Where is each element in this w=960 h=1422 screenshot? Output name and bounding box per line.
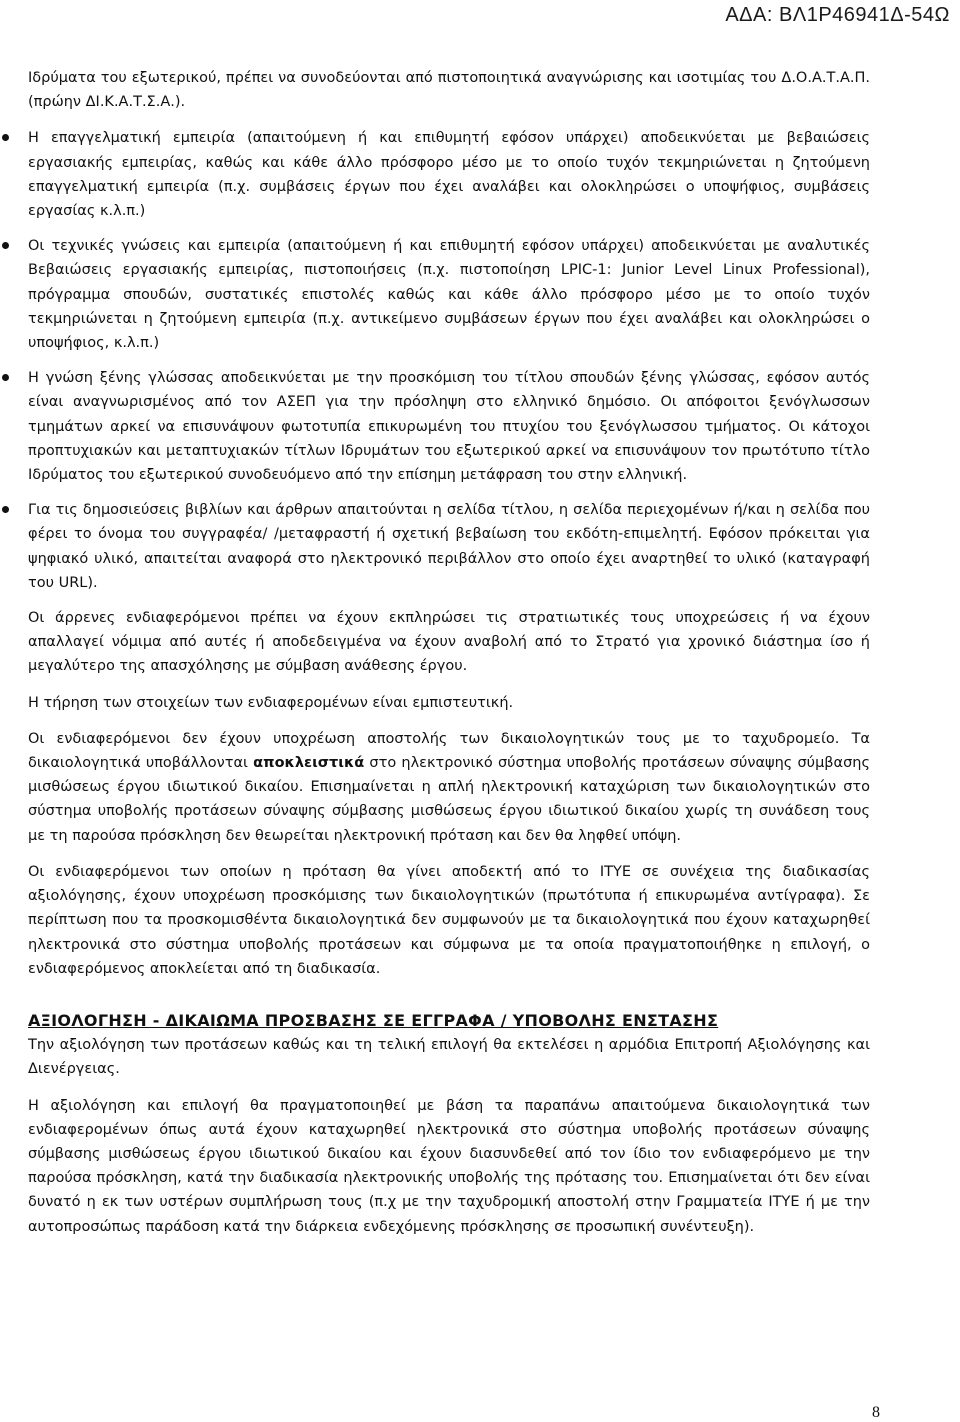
list-item xyxy=(28,366,870,487)
list-item-text: Οι τεχνικές γνώσεις και εμπειρία (απαιτούμενη ή και επιθυμητή εφόσον υπάρχει) αποδεικνύεται με αναλυτικές Βεβαιώσεις εργασιακής εμπειρίας, πιστοποιήσεις (π.χ. πιστοποίηση LPIC-1: Junior Level Linux Professional), πρόγραμμα σπουδών, συστατικές επιστολές καθώς και κάθε άλλο πρόσφορο μέσο με το οποίο τυχόν τεκμηριώνεται η ζητούμενη εμπειρία (π.χ. αντικείμενο συμβάσεων έργων που έχει αναλάβει και ολοκληρώσει ο υποψήφιος, κ.λ.π.) xyxy=(28,238,870,352)
page-number: 8 xyxy=(872,1404,880,1421)
section-heading: ΑΞΙΟΛΟΓΗΣΗ - ΔΙΚΑΙΩΜΑ ΠΡΟΣΒΑΣΗΣ ΣΕ ΕΓΓΡΑΦΑ / ΥΠΟΒΟΛΗΣ ΕΝΣΤΑΣΗΣ xyxy=(28,1010,719,1030)
bullet-icon xyxy=(2,374,9,381)
bullet-icon xyxy=(2,242,9,249)
submission-text-end: στο ηλεκτρονικό σύστημα υποβολής προτάσεων σύναψης σύμβασης μισθώσεως έργου ιδιωτικού δικαίου. Επισημαίνεται η απλή ηλεκτρονική καταχώριση των δικαιολογητικών στο σύστημα υποβολής προτάσεων σύναψης σύμβασης μισθώσεως έργου ιδιωτικού δικαίου χωρίς τη συνάδεση τους με τη παρούσα πρόσκληση δεν θεωρείται ηλεκτρονική πρόταση και δεν θα ληφθεί υπόψη. xyxy=(28,755,870,844)
submission-text-start: Οι ενδιαφερόμενοι δεν έχουν υποχρέωση αποστολής των δικαιολογητικών τους με το ταχυδρομείο. Τα δικαιολογητικά υποβάλλονται xyxy=(28,730,870,772)
list-item-text: Η επαγγελματική εμπειρία (απαιτούμενη ή και επιθυμητή εφόσον υπάρχει) αποδεικνύεται με βεβαιώσεις εργασιακής εμπειρίας, καθώς και κάθε άλλο πρόσφορο μέσο με το οποίο τυχόν τεκμηριώνεται η ζητούμενη επαγγελματική εμπειρία (π.χ. συμβάσεις έργων που έχει αναλάβει και ολοκληρώσει ο υποψήφιος, συμβάσεις εργασίας κ.λ.π.) xyxy=(28,130,870,220)
document-body xyxy=(28,66,870,1251)
military-paragraph: Οι άρρενες ενδιαφερόμενοι πρέπει να έχουν εκπληρώσει τις στρατιωτικές τους υποχρεώσεις ή να έχουν απαλλαγεί νόμιμα από αυτές ή αποδεδειγμένα να έχουν αναβολή από το Στρατό για χρονικό διάστημα ίσο ή μεγαλύτερο της απασχόλησης με σύμβαση ανάθεσης έργου. xyxy=(28,610,870,675)
continuation-paragraph: Ιδρύματα του εξωτερικού, πρέπει να συνοδεύονται από πιστοποιητικά αναγνώρισης και ισοτιμίας του Δ.Ο.Α.Τ.Α.Π. (πρώην ΔΙ.Κ.Α.Τ.Σ.Α.). xyxy=(28,70,870,111)
list-item xyxy=(28,498,870,595)
list-item-text: Η γνώση ξένης γλώσσας αποδεικνύεται με την προσκόμιση του τίτλου σπουδών ξένης γλώσσας, εφόσον αυτός είναι αναγνωρισμένος από τον ΑΣΕΠ για την πρόσληψη στο ελληνικό δημόσιο. Οι απόφοιτοι ξενόγλωσσων τμημάτων αρκεί να επισυνάψουν φωτοτυπία επικυρωμένη του πτυχίου του ξενόγλωσσου τμήματος. Οι κάτοχοι προπτυχιακών και μεταπτυχιακών τίτλων Ιδρυμάτων του εξωτερικού αρκεί να επισυνάψουν τον πρωτότυπο τίτλο Ιδρύματος του εξωτερικού συνοδευόμενο από την επίσημη μετάφραση του στην ελληνική. xyxy=(28,370,870,484)
requirements-list xyxy=(28,126,870,595)
bullet-icon xyxy=(2,134,9,141)
list-item xyxy=(28,126,870,223)
list-item xyxy=(28,234,870,355)
bullet-icon xyxy=(2,506,9,513)
submission-emphasis: αποκλειστικά xyxy=(253,755,365,772)
section-paragraph-1: Την αξιολόγηση των προτάσεων καθώς και τη τελική επιλογή θα εκτελέσει η αρμόδια Επιτροπή Αξιολόγησης και Διενέργειας. xyxy=(28,1037,870,1078)
confidentiality-paragraph: Η τήρηση των στοιχείων των ενδιαφερομένων είναι εμπιστευτική. xyxy=(28,694,514,711)
ada-code: ΑΔΑ: ΒΛ1Ρ46941Δ-54Ω xyxy=(725,4,950,26)
submission-paragraph xyxy=(28,727,870,848)
section-paragraph-2: Η αξιολόγηση και επιλογή θα πραγματοποιηθεί με βάση τα παραπάνω απαιτούμενα δικαιολογητικά των ενδιαφερομένων όπως αυτά έχουν καταχωρηθεί ηλεκτρονικά στο σύστημα υποβολής προτάσεων σύναψης σύμβασης μισθώσεως έργου ιδιωτικού δικαίου και έχουν διασυνδεθεί από τον ίδιο τον ενδιαφερόμενο με την παρούσα πρόσκληση, κατά την διαδικασία ηλεκτρονικής υποβολής της πρότασης του. Επισημαίνεται ότι δεν είναι δυνατό η εκ των υστέρων συμπλήρωση τους (π.χ με την ταχυδρομική αποστολή στην Γραμματεία ΙΤΥΕ ή με την αυτοπροσώπως παράδοση κατά την διάρκεια ενδεχόμενης πρόσκλησης σε προσωπική συνέντευξη). xyxy=(28,1097,870,1235)
originals-paragraph: Οι ενδιαφερόμενοι των οποίων η πρόταση θα γίνει αποδεκτή από το ΙΤΥΕ σε συνέχεια της διαδικασίας αξιολόγησης, έχουν υποχρέωση προσκόμισης των δικαιολογητικών (πρωτότυπα ή επικυρωμένα αντίγραφα). Σε περίπτωση που τα προσκομισθέντα δικαιολογητικά δεν συμφωνούν με τα δικαιολογητικά που έχουν καταχωρηθεί ηλεκτρονικά στο σύστημα υποβολής προτάσεων και σύμφωνα με τα οποία πραγματοποιήθηκε η επιλογή, ο ενδιαφερόμενος αποκλείεται από τη διαδικασία. xyxy=(28,863,870,977)
list-item-text: Για τις δημοσιεύσεις βιβλίων και άρθρων απαιτούνται η σελίδα τίτλου, η σελίδα περιεχομένων ή/και η σελίδα που φέρει το όνομα του συγγραφέα/ /μεταφραστή ή σχετική βεβαίωση του εκδότη-επιμελητή. Εφόσον πρόκειται για ψηφιακό υλικό, απαιτείται αναφορά στο ηλεκτρονικό περιβάλλον στο οποίο έχει αναρτηθεί το υλικό (καταγραφή του URL). xyxy=(28,502,870,591)
